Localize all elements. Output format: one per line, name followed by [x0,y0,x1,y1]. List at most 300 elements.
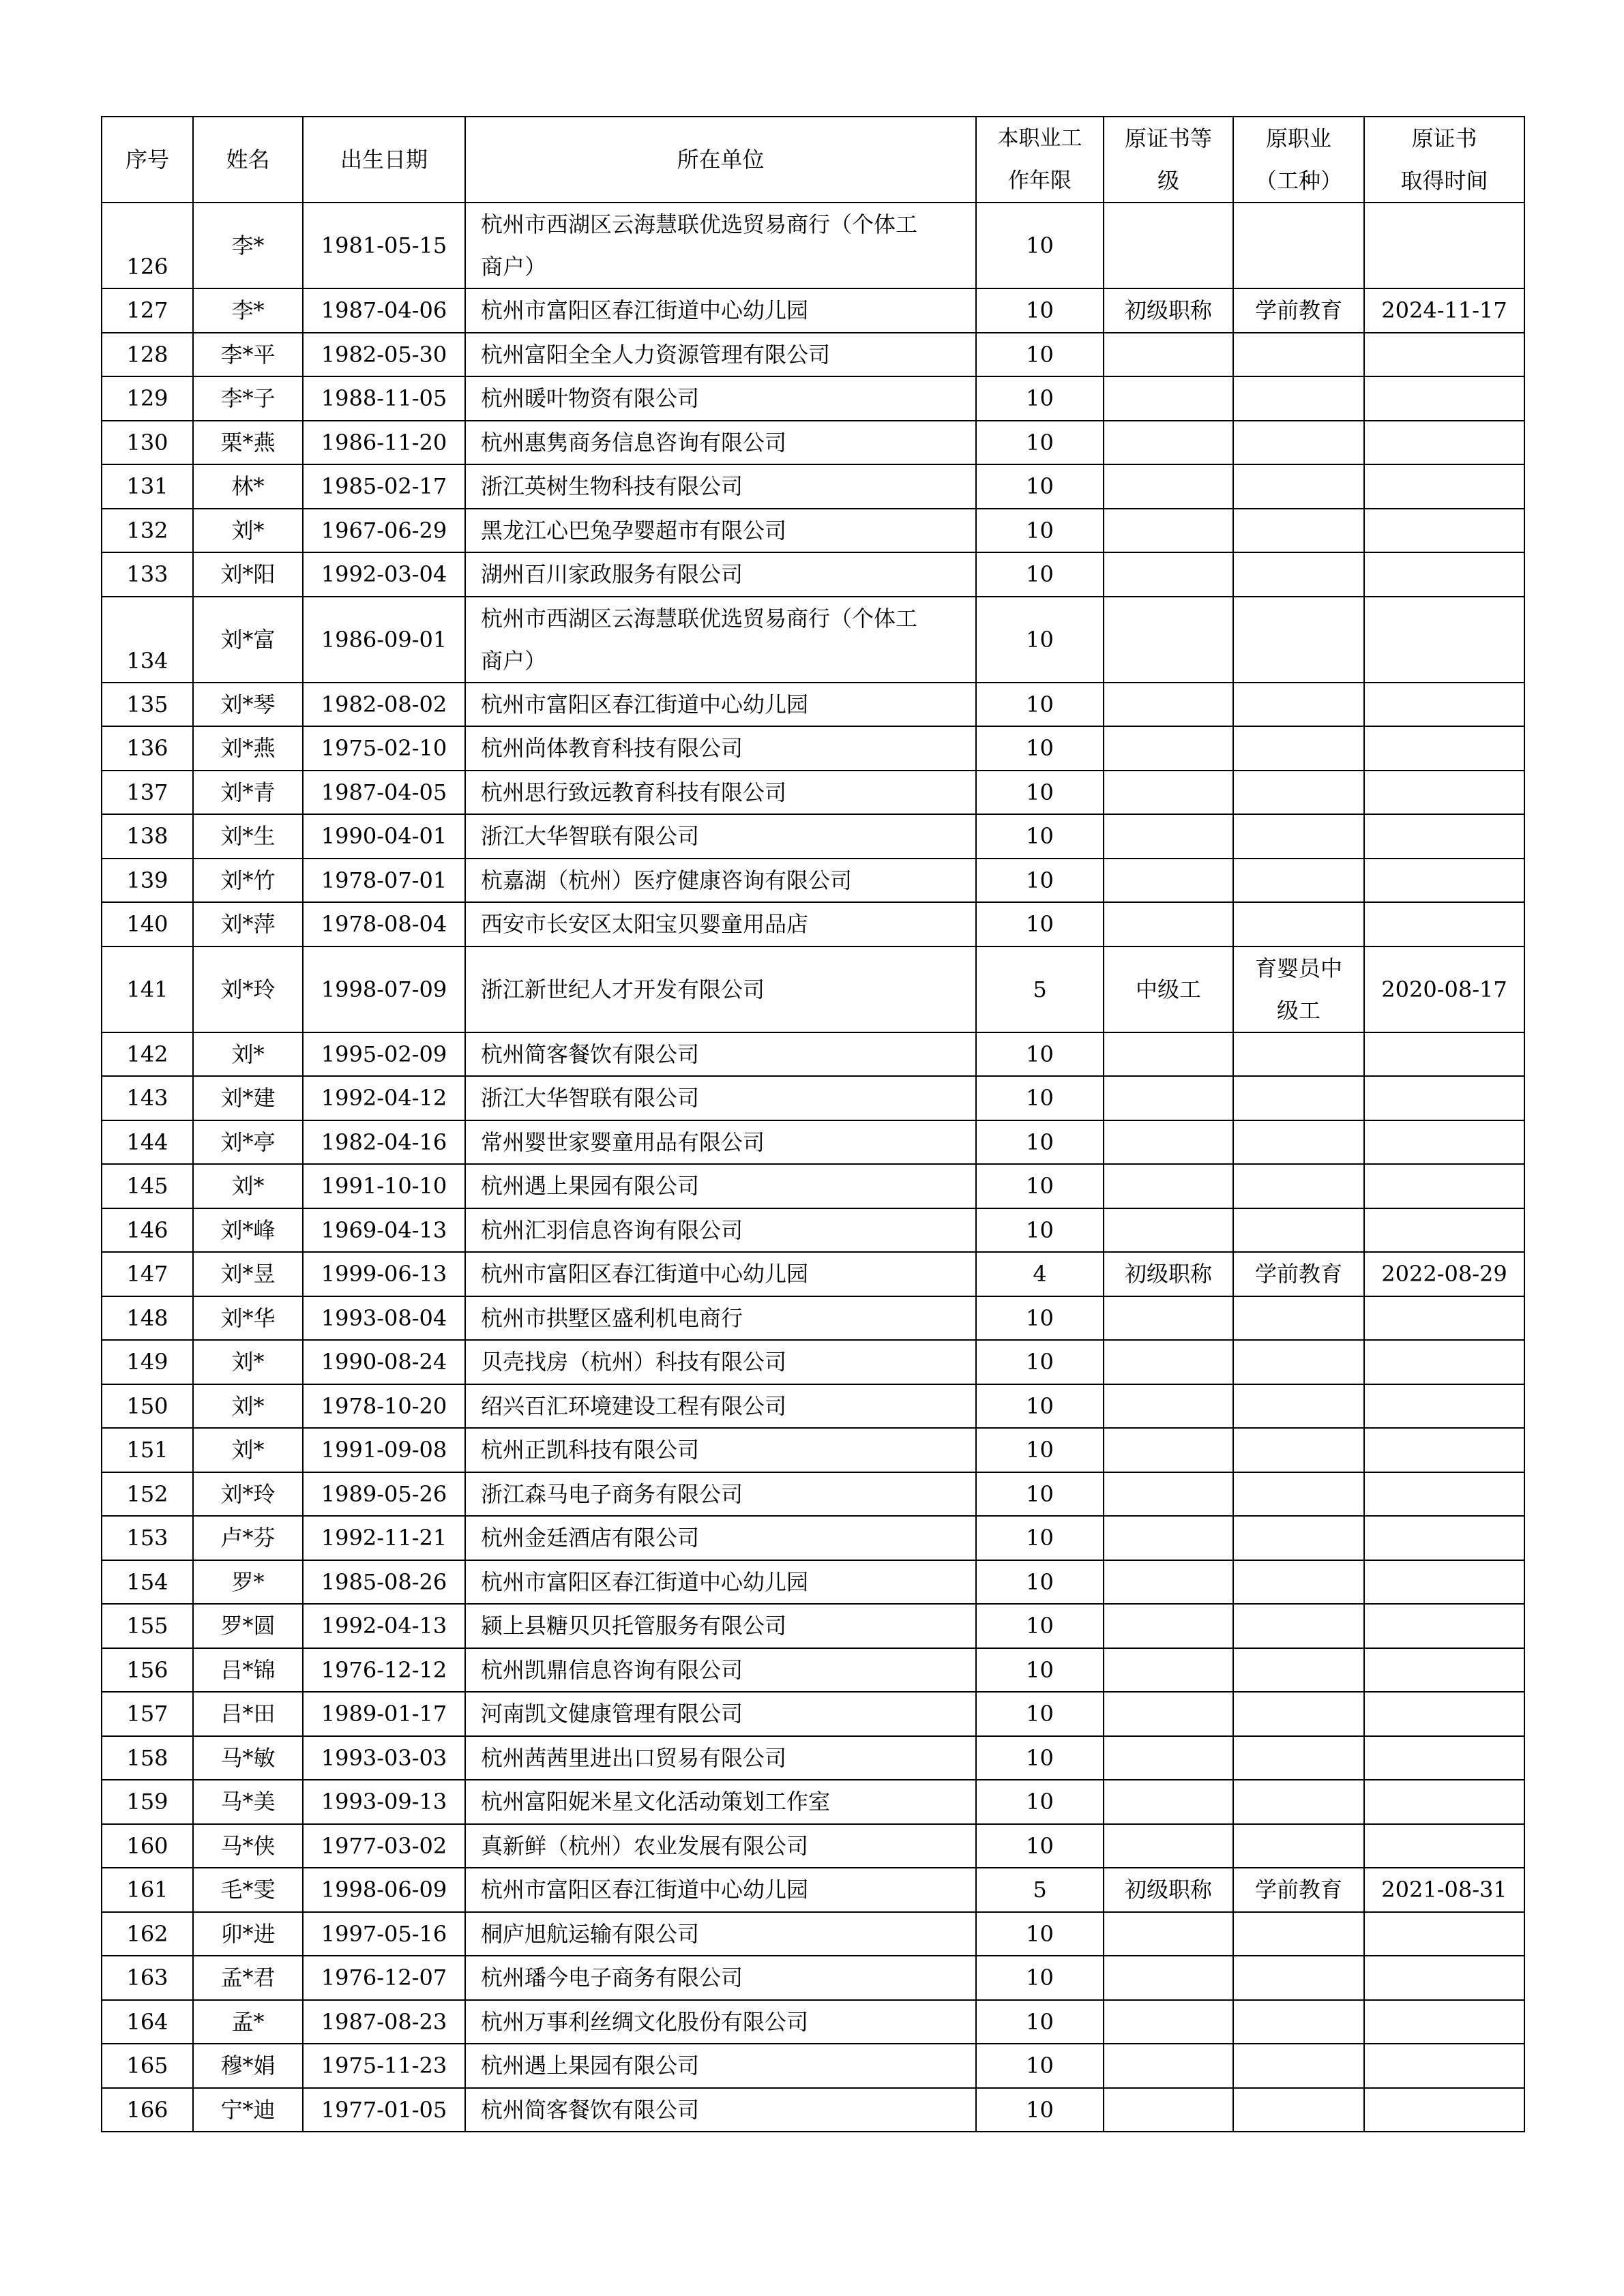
cell-birth: 1993-03-03 [303,1736,465,1780]
cell-years: 10 [976,1604,1104,1648]
table-row [102,1824,1524,1868]
cell-birth: 1982-05-30 [303,333,465,377]
cell-cert-time [1364,552,1524,597]
cell-name: 马*美 [193,1780,303,1824]
cell-cert-time [1364,726,1524,771]
cell-orig-job [1233,203,1364,288]
table-row [102,1912,1524,1956]
cell-name: 刘* [193,1428,303,1472]
cell-seq: 135 [102,683,193,727]
cell-unit [465,814,976,859]
table-row [102,597,1524,683]
cell-birth: 1993-08-04 [303,1296,465,1341]
cell-cert-time [1364,1384,1524,1429]
cell-seq: 127 [102,288,193,333]
cell-unit [465,552,976,597]
cell-years: 10 [976,1208,1104,1253]
cell-seq: 162 [102,1912,193,1956]
table-row [102,1296,1524,1341]
cell-years: 10 [976,2000,1104,2044]
cell-cert-level [1104,1956,1233,2000]
cell-unit [465,1868,976,1912]
cell-years: 10 [976,333,1104,377]
cell-cert-level [1104,859,1233,903]
cell-orig-job [1233,1120,1364,1165]
cell-birth: 1986-11-20 [303,421,465,465]
cell-cert-level [1104,1208,1233,1253]
cell-unit [465,683,976,727]
cell-years: 10 [976,1296,1104,1341]
cell-years: 10 [976,552,1104,597]
cell-years: 10 [976,1780,1104,1824]
cell-line: 杭州市西湖区云海慧联优选贸易商行（个体工 [481,211,918,237]
cell-unit [465,333,976,377]
cell-birth: 1975-11-23 [303,2044,465,2088]
cell-name: 毛*雯 [193,1868,303,1912]
cell-name: 罗* [193,1560,303,1605]
cell-birth: 1991-09-08 [303,1428,465,1472]
cell-line: 商户） [481,647,547,674]
cell-years: 10 [976,464,1104,509]
cell-orig-job [1233,1780,1364,1824]
cell-cert-time [1364,2044,1524,2088]
cell-cert-time [1364,902,1524,946]
table-body [102,203,1524,2132]
cell-name: 刘*昱 [193,1252,303,1296]
cell-cert-time [1364,1032,1524,1077]
cell-cert-level [1104,464,1233,509]
cell-unit [465,2044,976,2088]
cell-line: 学前教育 [1254,297,1342,324]
cell-orig-job [1233,1604,1364,1648]
cell-name: 李*平 [193,333,303,377]
cell-years: 10 [976,2088,1104,2132]
cell-name: 刘*琴 [193,683,303,727]
cell-years: 10 [976,2044,1104,2088]
cell-cert-time [1364,1120,1524,1165]
cell-cert-level [1104,1076,1233,1120]
cell-seq: 142 [102,1032,193,1077]
cell-orig-job [1233,464,1364,509]
cell-line: 杭州万事利丝绸文化股份有限公司 [481,2008,809,2035]
table-row [102,421,1524,465]
cell-years: 10 [976,597,1104,683]
cell-years: 10 [976,902,1104,946]
cell-line: 杭州简客餐饮有限公司 [481,2096,700,2123]
cell-cert-time [1364,1648,1524,1693]
table-row [102,1076,1524,1120]
cell-line: 杭州正凯科技有限公司 [481,1437,700,1463]
cell-birth: 1978-08-04 [303,902,465,946]
cell-seq: 166 [102,2088,193,2132]
table-row [102,1956,1524,2000]
cell-name: 刘*华 [193,1296,303,1341]
cell-unit [465,288,976,333]
header-unit: 所在单位 [465,117,976,203]
cell-name: 刘* [193,509,303,553]
table-row [102,814,1524,859]
cell-orig-job [1233,1032,1364,1077]
cell-years: 10 [976,1648,1104,1693]
cell-seq: 136 [102,726,193,771]
cell-name: 宁*迪 [193,2088,303,2132]
cell-orig-job [1233,1736,1364,1780]
cell-line: 杭州暖叶物资有限公司 [481,385,700,412]
cell-line: 桐庐旭航运输有限公司 [481,1920,700,1947]
cell-unit [465,1120,976,1165]
table-row [102,2000,1524,2044]
cell-orig-job [1233,771,1364,815]
cell-orig-job [1233,1384,1364,1429]
cell-years: 5 [976,1868,1104,1912]
cell-seq: 134 [102,597,193,683]
cell-unit [465,771,976,815]
cell-cert-level [1104,683,1233,727]
cell-cert-time [1364,1692,1524,1736]
cell-unit [465,1296,976,1341]
cell-unit [465,1472,976,1517]
cell-cert-level [1104,771,1233,815]
table-row [102,376,1524,421]
table-row [102,1472,1524,1517]
cell-orig-job [1233,1692,1364,1736]
cell-cert-level [1104,1780,1233,1824]
cell-name: 刘*富 [193,597,303,683]
cell-unit [465,1736,976,1780]
cell-name: 李* [193,203,303,288]
cell-years: 10 [976,814,1104,859]
cell-unit [465,726,976,771]
cell-name: 马*敏 [193,1736,303,1780]
cell-orig-job [1233,1164,1364,1208]
table-row [102,902,1524,946]
cell-name: 刘*生 [193,814,303,859]
cell-orig-job [1233,333,1364,377]
cell-years: 10 [976,1120,1104,1165]
cell-name: 刘*玲 [193,1472,303,1517]
cell-cert-level [1104,2044,1233,2088]
cell-seq: 156 [102,1648,193,1693]
cell-line: 杭州遇上果园有限公司 [481,1173,700,1199]
cell-unit [465,1516,976,1560]
cell-line: 杭州市拱墅区盛利机电商行 [481,1304,743,1331]
cell-orig-job [1233,1208,1364,1253]
cell-unit [465,1912,976,1956]
cell-unit [465,1076,976,1120]
cell-seq: 150 [102,1384,193,1429]
cell-unit [465,1560,976,1605]
cell-seq: 146 [102,1208,193,1253]
cell-birth: 1989-05-26 [303,1472,465,1517]
table-row [102,1208,1524,1253]
cell-birth: 1989-01-17 [303,1692,465,1736]
cell-line: 浙江大华智联有限公司 [481,1085,700,1112]
cell-cert-time: 2024-11-17 [1364,288,1524,333]
cell-years: 10 [976,1428,1104,1472]
cell-name: 栗*燕 [193,421,303,465]
cell-line: 育婴员中 [1254,955,1342,981]
cell-name: 刘*阳 [193,552,303,597]
cell-birth: 1978-10-20 [303,1384,465,1429]
cell-name: 穆*娟 [193,2044,303,2088]
cell-seq: 159 [102,1780,193,1824]
table-row [102,2044,1524,2088]
cell-name: 卢*芬 [193,1516,303,1560]
cell-seq: 148 [102,1296,193,1341]
table-row [102,288,1524,333]
cell-name: 刘*竹 [193,859,303,903]
cell-name: 李*子 [193,376,303,421]
header-orig-job: 原职业 （工种） [1233,117,1364,203]
cell-birth: 1977-01-05 [303,2088,465,2132]
cell-line: 杭州金廷酒店有限公司 [481,1525,700,1551]
cell-years: 10 [976,771,1104,815]
cell-years: 10 [976,376,1104,421]
cell-years: 10 [976,683,1104,727]
cell-cert-time [1364,1296,1524,1341]
cell-line: 绍兴百汇环境建设工程有限公司 [481,1392,787,1419]
cell-unit [465,1648,976,1693]
cell-seq: 163 [102,1956,193,2000]
cell-cert-level [1104,814,1233,859]
cell-birth: 1982-08-02 [303,683,465,727]
cell-cert-time [1364,1736,1524,1780]
cell-orig-job [1233,509,1364,553]
cell-years: 10 [976,1384,1104,1429]
table-row [102,859,1524,903]
cell-years: 10 [976,1560,1104,1605]
cell-line: 杭州市西湖区云海慧联优选贸易商行（个体工 [481,605,918,631]
cell-birth: 1969-04-13 [303,1208,465,1253]
cell-seq: 138 [102,814,193,859]
cell-unit [465,203,976,288]
cell-years: 10 [976,421,1104,465]
cell-line: 杭州市富阳区春江街道中心幼儿园 [481,1568,809,1595]
cell-name: 孟*君 [193,1956,303,2000]
cell-name: 刘*萍 [193,902,303,946]
cell-seq: 145 [102,1164,193,1208]
cell-years: 10 [976,1472,1104,1517]
cell-years: 10 [976,1516,1104,1560]
table-row [102,2088,1524,2132]
cell-seq: 143 [102,1076,193,1120]
cell-years: 10 [976,288,1104,333]
header-birth: 出生日期 [303,117,465,203]
table-row [102,1032,1524,1077]
cell-unit [465,1208,976,1253]
cell-birth: 1985-08-26 [303,1560,465,1605]
cell-cert-time [1364,421,1524,465]
cell-line: 杭州尚体教育科技有限公司 [481,735,743,762]
cell-orig-job [1233,376,1364,421]
table-row [102,333,1524,377]
table-row [102,1736,1524,1780]
table-row [102,771,1524,815]
table-row [102,683,1524,727]
table-row [102,1780,1524,1824]
cell-cert-level [1104,597,1233,683]
cell-orig-job [1233,814,1364,859]
cell-line: 常州婴世家婴童用品有限公司 [481,1129,765,1155]
cell-seq: 126 [102,203,193,288]
cell-years: 4 [976,1252,1104,1296]
cell-unit [465,1956,976,2000]
cell-seq: 140 [102,902,193,946]
header-years: 本职业工 作年限 [976,117,1104,203]
cell-cert-time [1364,1956,1524,2000]
cell-cert-level [1104,2000,1233,2044]
cell-orig-job [1233,726,1364,771]
cell-seq: 161 [102,1868,193,1912]
cell-line: 杭州茜茜里进出口贸易有限公司 [481,1744,787,1771]
table-row [102,1648,1524,1693]
table-row [102,1516,1524,1560]
cell-seq: 157 [102,1692,193,1736]
cell-birth: 1992-04-13 [303,1604,465,1648]
cell-orig-job [1233,1076,1364,1120]
cell-seq: 137 [102,771,193,815]
cell-name: 刘*燕 [193,726,303,771]
cell-cert-level [1104,1516,1233,1560]
cell-birth: 1988-11-05 [303,376,465,421]
cell-birth: 1985-02-17 [303,464,465,509]
cell-cert-time [1364,203,1524,288]
cell-line: 西安市长安区太阳宝贝婴童用品店 [481,911,809,938]
cell-birth: 1991-10-10 [303,1164,465,1208]
cell-orig-job [1233,1296,1364,1341]
cell-unit [465,2000,976,2044]
cell-years: 10 [976,859,1104,903]
cell-line: 湖州百川家政服务有限公司 [481,561,743,588]
cell-cert-level [1104,333,1233,377]
cell-seq: 147 [102,1252,193,1296]
cell-name: 刘*青 [193,771,303,815]
cell-name: 刘* [193,1384,303,1429]
cell-seq: 160 [102,1824,193,1868]
table-row [102,1252,1524,1296]
cell-birth: 1998-07-09 [303,946,465,1032]
cell-cert-time [1364,1076,1524,1120]
cell-unit [465,509,976,553]
cell-years: 10 [976,1032,1104,1077]
cell-cert-level: 初级职称 [1104,1868,1233,1912]
cell-line: 杭州惠隽商务信息咨询有限公司 [481,429,787,456]
cell-cert-level [1104,1164,1233,1208]
cell-orig-job [1233,421,1364,465]
cell-line: 浙江英树生物科技有限公司 [481,473,743,500]
cell-seq: 153 [102,1516,193,1560]
cell-line: 杭州汇羽信息咨询有限公司 [481,1217,743,1243]
cell-seq: 165 [102,2044,193,2088]
cell-seq: 131 [102,464,193,509]
cell-cert-level [1104,1736,1233,1780]
cell-seq: 144 [102,1120,193,1165]
cell-unit [465,421,976,465]
cell-line: 杭州璠今电子商务有限公司 [481,1965,743,1991]
roster-page [101,116,1524,2132]
cell-birth: 1992-11-21 [303,1516,465,1560]
cell-cert-time [1364,814,1524,859]
cell-line: 级工 [1276,997,1320,1024]
cell-cert-time [1364,683,1524,727]
cell-unit [465,464,976,509]
cell-line: 颍上县糖贝贝托管服务有限公司 [481,1613,787,1639]
cell-birth: 1975-02-10 [303,726,465,771]
cell-cert-time [1364,771,1524,815]
cell-orig-job [1233,1956,1364,2000]
cell-line: 杭嘉湖（杭州）医疗健康咨询有限公司 [481,867,853,893]
cell-unit [465,1340,976,1384]
cell-name: 刘* [193,1340,303,1384]
cell-years: 10 [976,726,1104,771]
cell-name: 刘*玲 [193,946,303,1032]
cell-cert-level [1104,1340,1233,1384]
cell-cert-time [1364,859,1524,903]
cell-cert-time: 2022-08-29 [1364,1252,1524,1296]
cell-name: 吕*田 [193,1692,303,1736]
cell-birth: 1978-07-01 [303,859,465,903]
cell-birth: 1997-05-16 [303,1912,465,1956]
cell-cert-level [1104,726,1233,771]
cell-line: 杭州思行致远教育科技有限公司 [481,779,787,805]
cell-seq: 164 [102,2000,193,2044]
cell-orig-job [1233,2000,1364,2044]
cell-orig-job [1233,1912,1364,1956]
cell-birth: 1976-12-12 [303,1648,465,1693]
cell-orig-job [1233,859,1364,903]
cell-seq: 158 [102,1736,193,1780]
cell-line: 浙江森马电子商务有限公司 [481,1480,743,1507]
header-cert-level: 原证书等 级 [1104,117,1233,203]
cell-birth: 1998-06-09 [303,1868,465,1912]
cell-name: 刘*建 [193,1076,303,1120]
cell-line: 河南凯文健康管理有限公司 [481,1701,743,1727]
cell-birth: 1977-03-02 [303,1824,465,1868]
cell-years: 10 [976,1824,1104,1868]
cell-orig-job [1233,552,1364,597]
cell-line: 商户） [481,254,547,280]
cell-birth: 1995-02-09 [303,1032,465,1077]
cell-unit [465,1428,976,1472]
cell-line: 杭州凯鼎信息咨询有限公司 [481,1656,743,1683]
cell-line: 学前教育 [1254,1261,1342,1287]
cell-cert-level: 中级工 [1104,946,1233,1032]
cell-orig-job [1233,1868,1364,1912]
cell-unit [465,1692,976,1736]
table-row [102,1384,1524,1429]
cell-line: 黑龙江心巴兔孕婴超市有限公司 [481,517,787,543]
header-seq: 序号 [102,117,193,203]
cell-cert-level [1104,1560,1233,1605]
table-row [102,509,1524,553]
cell-orig-job [1233,946,1364,1032]
table-row [102,1120,1524,1165]
cell-orig-job [1233,1428,1364,1472]
cell-orig-job [1233,1516,1364,1560]
cell-line: 杭州市富阳区春江街道中心幼儿园 [481,1261,809,1287]
table-row [102,726,1524,771]
cell-seq: 128 [102,333,193,377]
cell-birth: 1976-12-07 [303,1956,465,2000]
cell-orig-job [1233,1560,1364,1605]
cell-cert-level [1104,1472,1233,1517]
cell-orig-job [1233,1472,1364,1517]
cell-cert-level [1104,552,1233,597]
table-row [102,1692,1524,1736]
cell-name: 刘* [193,1032,303,1077]
cell-unit [465,946,976,1032]
cell-unit [465,1384,976,1429]
